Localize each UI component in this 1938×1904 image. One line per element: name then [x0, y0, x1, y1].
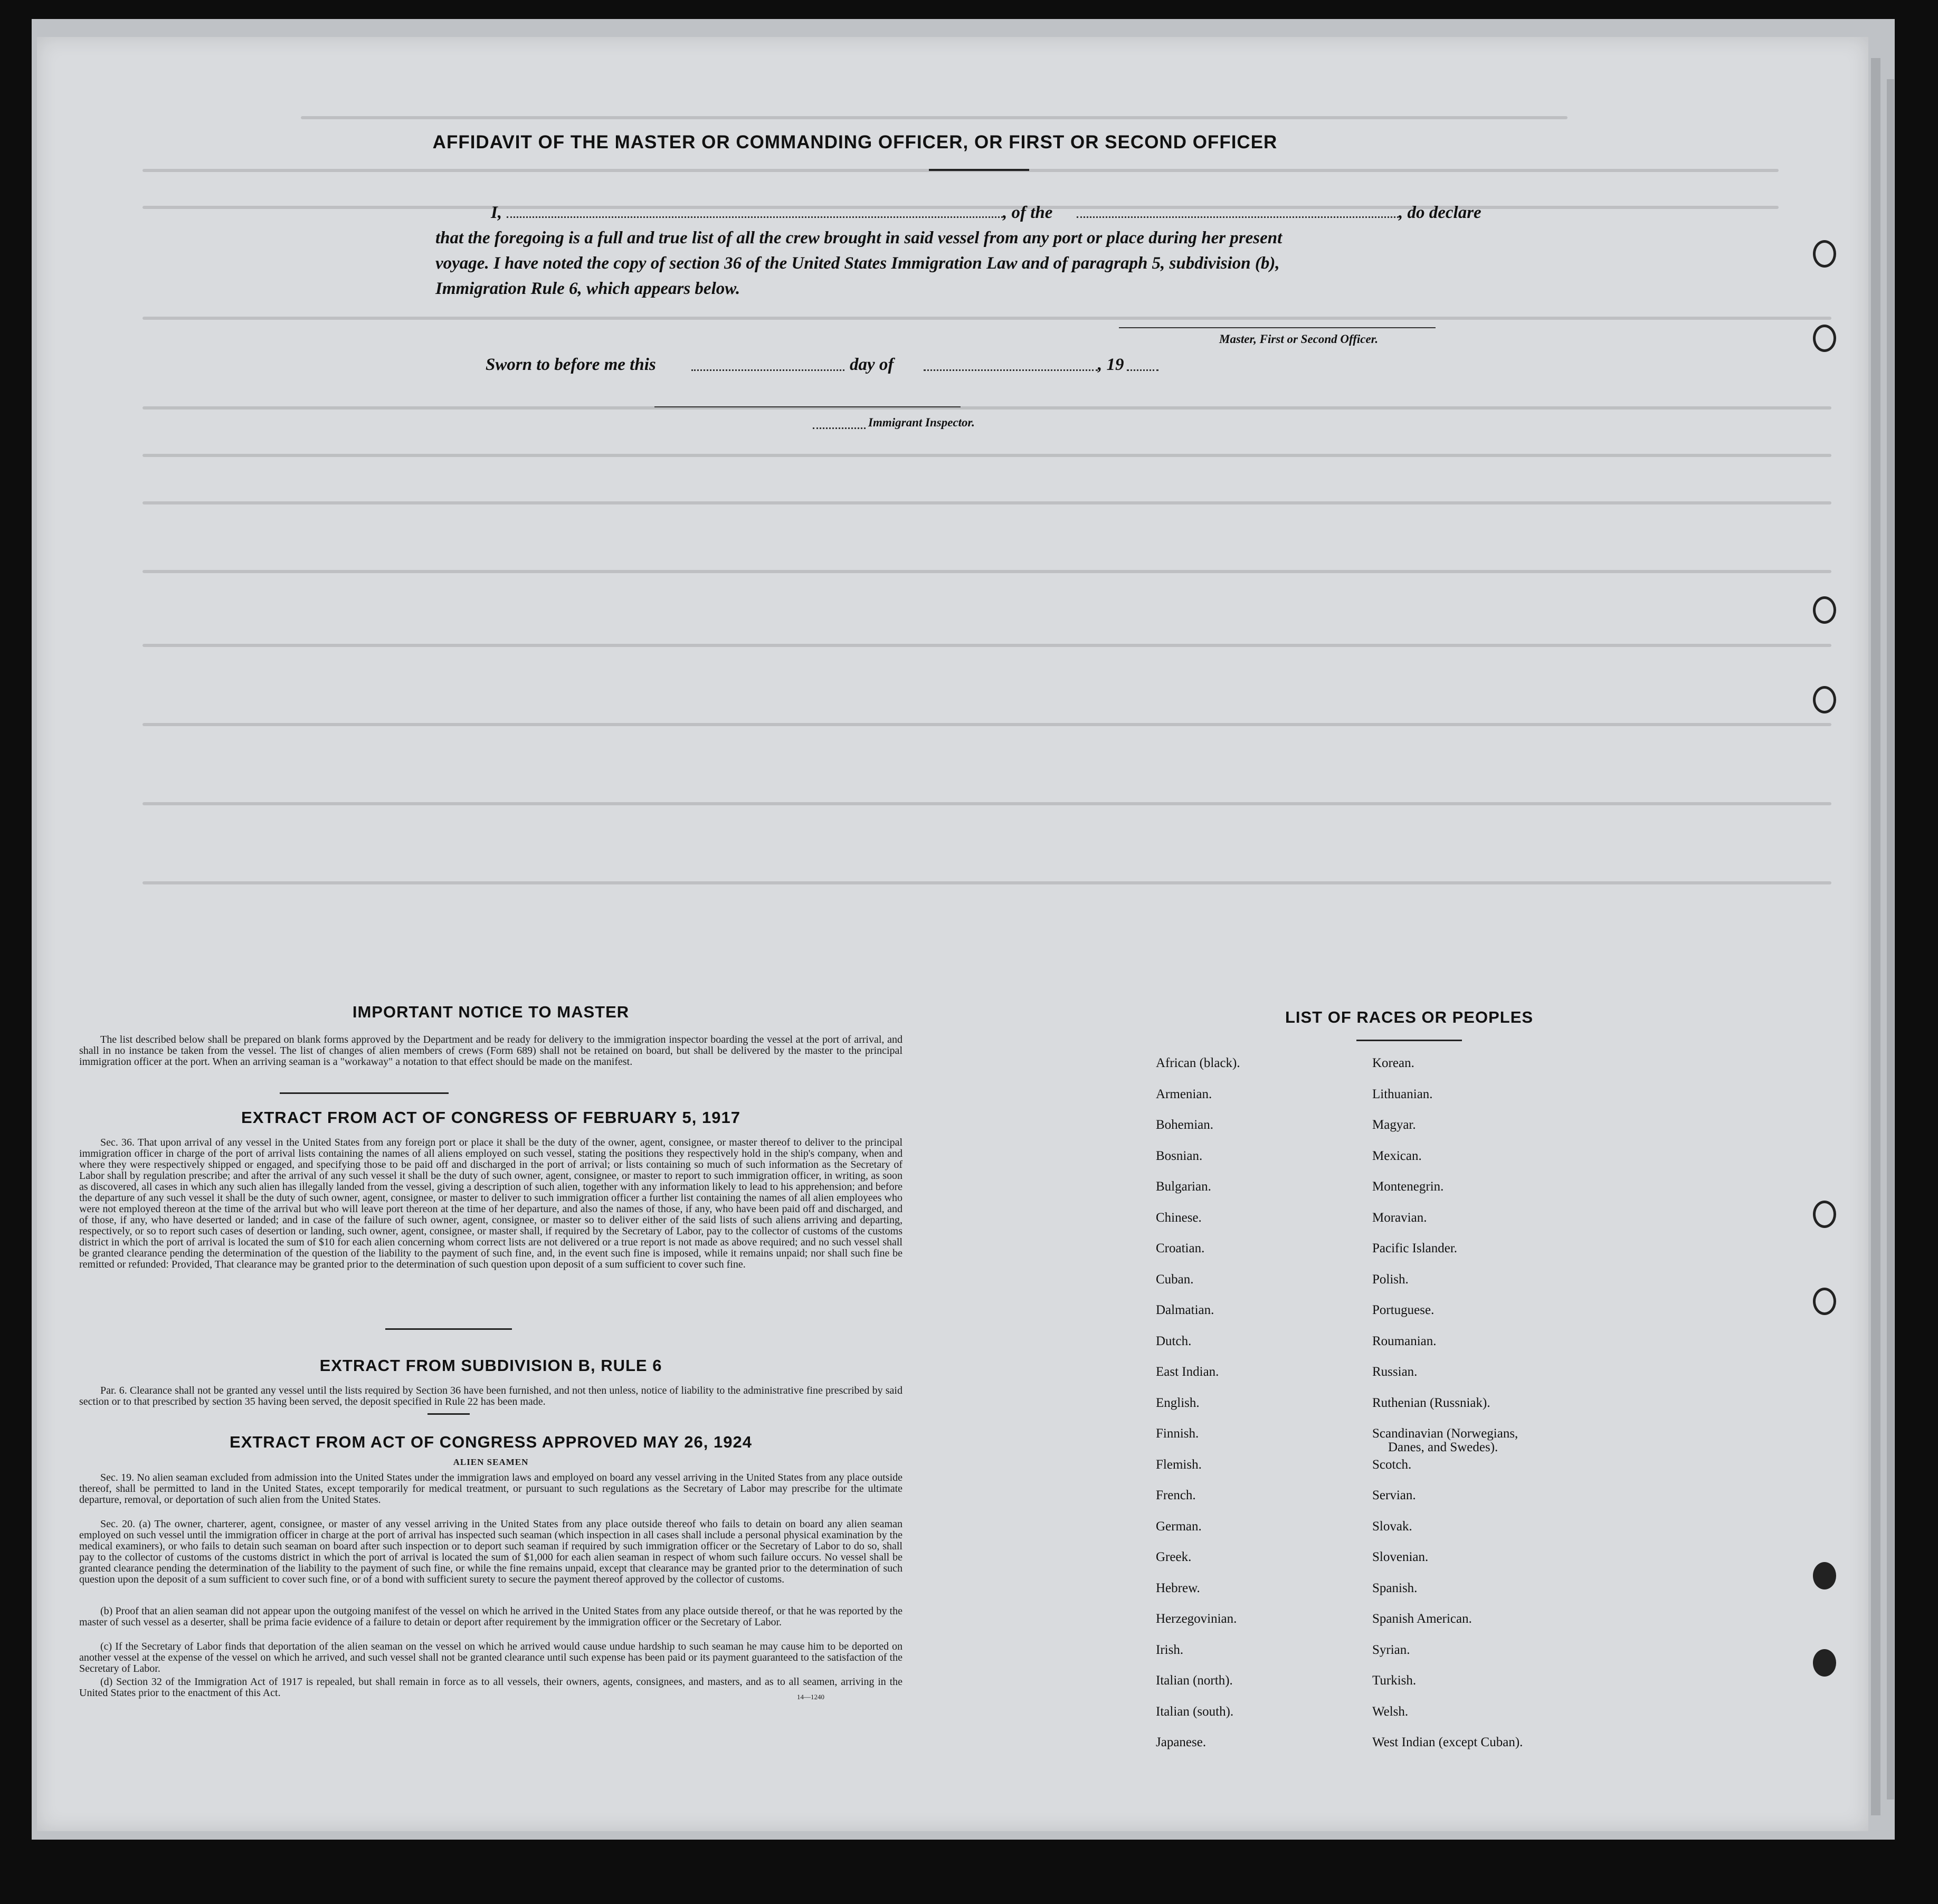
day-blank[interactable] — [691, 369, 844, 371]
binder-hole — [1813, 1562, 1836, 1589]
race-item: Greek. — [1156, 1550, 1192, 1564]
race-item: Polish. — [1372, 1272, 1409, 1287]
binder-hole — [1813, 325, 1836, 352]
extract-1917-rule — [385, 1328, 512, 1330]
race-item: West Indian (except Cuban). — [1372, 1735, 1523, 1749]
race-item: German. — [1156, 1519, 1202, 1534]
race-item: Ruthenian (Russniak). — [1372, 1395, 1490, 1410]
rule6-rule — [428, 1413, 470, 1415]
inspector-signature-line[interactable] — [654, 406, 961, 407]
race-item: Bosnian. — [1156, 1148, 1203, 1163]
binder-hole — [1813, 1649, 1836, 1677]
year-blank[interactable] — [1127, 369, 1158, 371]
race-item: Italian (north). — [1156, 1673, 1233, 1688]
inspector-label: Immigrant Inspector. — [868, 416, 975, 429]
race-item: Japanese. — [1156, 1735, 1206, 1749]
race-item: Welsh. — [1372, 1704, 1409, 1719]
affidavit-body-3: Immigration Rule 6, which appears below. — [435, 279, 740, 298]
rule6-title: EXTRACT FROM SUBDIVISION B, RULE 6 — [319, 1356, 662, 1375]
race-item: Syrian. — [1372, 1642, 1410, 1657]
form-number: 14—1240 — [797, 1693, 824, 1701]
race-item: Korean. — [1372, 1056, 1414, 1070]
race-item: Finnish. — [1156, 1426, 1199, 1441]
race-item: Slovak. — [1372, 1519, 1412, 1534]
affidavit-of-the: , of the — [1003, 203, 1053, 222]
extract-1924-title: EXTRACT FROM ACT OF CONGRESS APPROVED MAY 26, 1924 — [230, 1433, 752, 1451]
page-edge — [1871, 58, 1880, 1815]
race-item: Bohemian. — [1156, 1118, 1214, 1132]
inspector-dots — [813, 427, 866, 429]
year-label: , 19 — [1098, 355, 1124, 374]
race-item: African (black). — [1156, 1056, 1240, 1070]
race-item: Montenegrin. — [1372, 1179, 1444, 1194]
race-item: Roumanian. — [1372, 1334, 1437, 1348]
race-item: Herzegovinian. — [1156, 1612, 1237, 1626]
affidavit-title: AFFIDAVIT OF THE MASTER OR COMMANDING OFFICER, OR FIRST OR SECOND OFFICER — [432, 132, 1278, 153]
race-item: Scandinavian (Norwegians, — [1372, 1426, 1518, 1441]
races-title: LIST OF RACES OR PEOPLES — [1285, 1008, 1534, 1026]
master-label: Master, First or Second Officer. — [1219, 332, 1379, 346]
notice-rule — [280, 1092, 449, 1094]
race-item: Mexican. — [1372, 1148, 1422, 1163]
extract-1924-subtitle: ALIEN SEAMEN — [453, 1457, 529, 1467]
binder-hole — [1813, 596, 1836, 624]
race-item: Spanish American. — [1372, 1612, 1472, 1626]
race-item: Dalmatian. — [1156, 1303, 1214, 1317]
affidavit-do-declare: , do declare — [1399, 203, 1481, 222]
sworn-label: Sworn to before me this — [486, 355, 656, 374]
day-of-label: day of — [850, 355, 894, 374]
race-item: Servian. — [1372, 1488, 1416, 1502]
binder-hole — [1813, 240, 1836, 268]
race-item: Armenian. — [1156, 1087, 1212, 1101]
race-item: Portuguese. — [1372, 1303, 1434, 1317]
rule6-text: Par. 6. Clearance shall not be granted any vessel until the lists required by Section 36 have been furnished, and not then unless, notice of liability to the administrative fine prescribed by said section or to that prescribed by section 35 having been served, the deposit specified in Rule 22 has been made. — [79, 1385, 902, 1407]
extract-1924-p3: (b) Proof that an alien seaman did not appear upon the outgoing manifest of the vessel on which he arrived in the United States from any place outside thereof, or that he was reported by the master of such vessel as a deserter, shall be prima facie evidence of a failure to detain or deport after requirement by the immigration officer or the Secretary of Labor. — [79, 1605, 902, 1628]
binder-hole — [1813, 1288, 1836, 1315]
race-item: Hebrew. — [1156, 1581, 1200, 1595]
extract-1917-text: Sec. 36. That upon arrival of any vessel in the United States from any foreign port or place it shall be the duty of the owner, agent, consignee, or master thereof to deliver to the principal immigration officer in charge of the port of arrival lists containing the names of all aliens employed on such vessel, stating the positions they respectively hold in the ship's company, when and where they were respectively shipped or engaged, and specifying those to be paid off and discharged in the port of arrival; or lists containing so much of such information as the Secretary of Labor shall by regulation prescribe; and after the arrival of any such vessel it shall be the duty of such owner, agent, consignee, or master to report to such immigration officer, in writing, as soon as discovered, all cases in which any such alien has illegally landed from the vessel, giving a description of such alien, together with any information likely to lead to his apprehension; and before the departure of any such vessel it shall be the duty of such owner, agent, consignee, or master to deliver to such immigration officer a further list containing the names of all alien employees who were not employed thereon at the time of the arrival but who will leave port thereon at the time of her departure, and also the names of those, if any, who have been paid off and discharged, and of those, if any, who have deserted or landed; and in case of the failure of such owner, agent, consignee, or master so to deliver either of the said lists of such aliens arriving and departing, respectively, or so to report such cases of desertion or landing, such owner, agent, consignee, or master shall, if required by the Secretary of Labor, pay to the collector of customs of the customs district in which the port of arrival is located the sum of $10 for each alien concerning whom correct lists are not delivered or a true report is not made as above required; and no such vessel shall be granted clearance pending the determination of the question of the liability to the payment of such fine, and, in the event such fine is imposed, while it remains unpaid; nor shall such fine be remitted or refunded: Provided, That clearance may be granted prior to the determination of such question upon deposit of a sum sufficient to cover such fine. — [79, 1137, 902, 1270]
master-signature-line[interactable] — [1119, 327, 1436, 328]
race-item: Danes, and Swedes). — [1388, 1440, 1498, 1454]
race-item: Pacific Islander. — [1372, 1241, 1458, 1255]
race-item: French. — [1156, 1488, 1196, 1502]
document-page — [37, 37, 1868, 1831]
race-item: Slovenian. — [1372, 1550, 1429, 1564]
races-rule — [1356, 1040, 1462, 1041]
race-item: Scotch. — [1372, 1457, 1412, 1472]
race-item: Dutch. — [1156, 1334, 1192, 1348]
extract-1924-p4: (c) If the Secretary of Labor finds that deportation of the alien seaman on the vessel on which he arrived would cause undue hardship to such seaman he may cause him to be deported on another vessel at the expense of the vessel on which he arrived, and such vessel shall not be granted clearance until such expense has been paid or its payment guaranteed to the satisfaction of the Secretary of Labor. — [79, 1641, 902, 1674]
name-blank[interactable] — [507, 216, 1003, 218]
binder-hole — [1813, 1201, 1836, 1228]
race-item: Cuban. — [1156, 1272, 1194, 1287]
race-item: East Indian. — [1156, 1365, 1219, 1379]
race-item: Bulgarian. — [1156, 1179, 1211, 1194]
binder-hole — [1813, 686, 1836, 713]
month-blank[interactable] — [924, 369, 1098, 371]
race-item: Italian (south). — [1156, 1704, 1234, 1719]
affidavit-body-2: voyage. I have noted the copy of section 36 of the United States Immigration Law and of paragraph 5, subdivision (b), — [435, 254, 1280, 273]
affidavit-i: I, — [491, 203, 502, 222]
extract-1917-title: EXTRACT FROM ACT OF CONGRESS OF FEBRUARY 5, 1917 — [241, 1108, 740, 1127]
race-item: Magyar. — [1372, 1118, 1416, 1132]
extract-1924-p1: Sec. 19. No alien seaman excluded from admission into the United States under the immigration laws and employed on board any vessel arriving in the United States from any place outside thereof, shall be permitted to land in the United States, except temporarily for medical treatment, or pursuant to such regulations as the Secretary of Labor may prescribe for the ultimate departure, removal, or deportation of such alien from the United States. — [79, 1472, 902, 1506]
race-item: Russian. — [1372, 1365, 1418, 1379]
extract-1924-p5: (d) Section 32 of the Immigration Act of 1917 is repealed, but shall remain in force as to all vessels, their owners, agents, consignees, and masters, and as to all seamen, arriving in the United States prior to the enactment of this Act. — [79, 1676, 902, 1699]
notice-title: IMPORTANT NOTICE TO MASTER — [352, 1003, 630, 1021]
race-item: Irish. — [1156, 1642, 1184, 1657]
race-item: Chinese. — [1156, 1210, 1202, 1225]
race-item: English. — [1156, 1395, 1200, 1410]
race-item: Spanish. — [1372, 1581, 1418, 1595]
race-item: Moravian. — [1372, 1210, 1427, 1225]
extract-1924-p2: Sec. 20. (a) The owner, charterer, agent, consignee, or master of any vessel arriving in the United States from any place outside thereof who fails to detain on board any alien seaman employed on such vessel until the immigration officer in charge at the port of arrival has inspected such seaman (which inspection in all cases shall include a personal physical examination by the medical examiners), or who fails to detain such seaman on board after such inspection or to deport such seaman if required by such immigration officer or the Secretary of Labor to do so, shall pay to the collector of customs of the customs district in which the port of arrival is located the sum of $1,000 for each alien seaman in respect of whom such failure occurs. No vessel shall be granted clearance pending the determination of the liability to the payment of such fine, or while the fine remains unpaid, except that clearance may be granted prior to the determination of such question upon the deposit of a sum sufficient to cover such fine, or of a bond with sufficient surety to secure the payment thereof approved by the collector of customs. — [79, 1518, 902, 1585]
affidavit-body-1: that the foregoing is a full and true list of all the crew brought in said vessel from any port or place during her present — [435, 229, 1282, 247]
race-item: Lithuanian. — [1372, 1087, 1433, 1101]
notice-text: The list described below shall be prepared on blank forms approved by the Department and be ready for delivery to the immigration inspector boarding the vessel at the port of arrival, and shall in no instance be taken from the vessel. The list of changes of alien members of crews (Form 689) shall not be retained on board, but shall be delivered by the master to the principal immigration officer at the port. When an arriving seaman is a "workaway" a notation to that effect should be made on the manifest. — [79, 1034, 902, 1068]
race-item: Croatian. — [1156, 1241, 1205, 1255]
vessel-blank[interactable] — [1077, 216, 1399, 218]
title-rule — [929, 169, 1029, 171]
page-edge — [1887, 79, 1894, 1800]
race-item: Flemish. — [1156, 1457, 1202, 1472]
race-item: Turkish. — [1372, 1673, 1417, 1688]
